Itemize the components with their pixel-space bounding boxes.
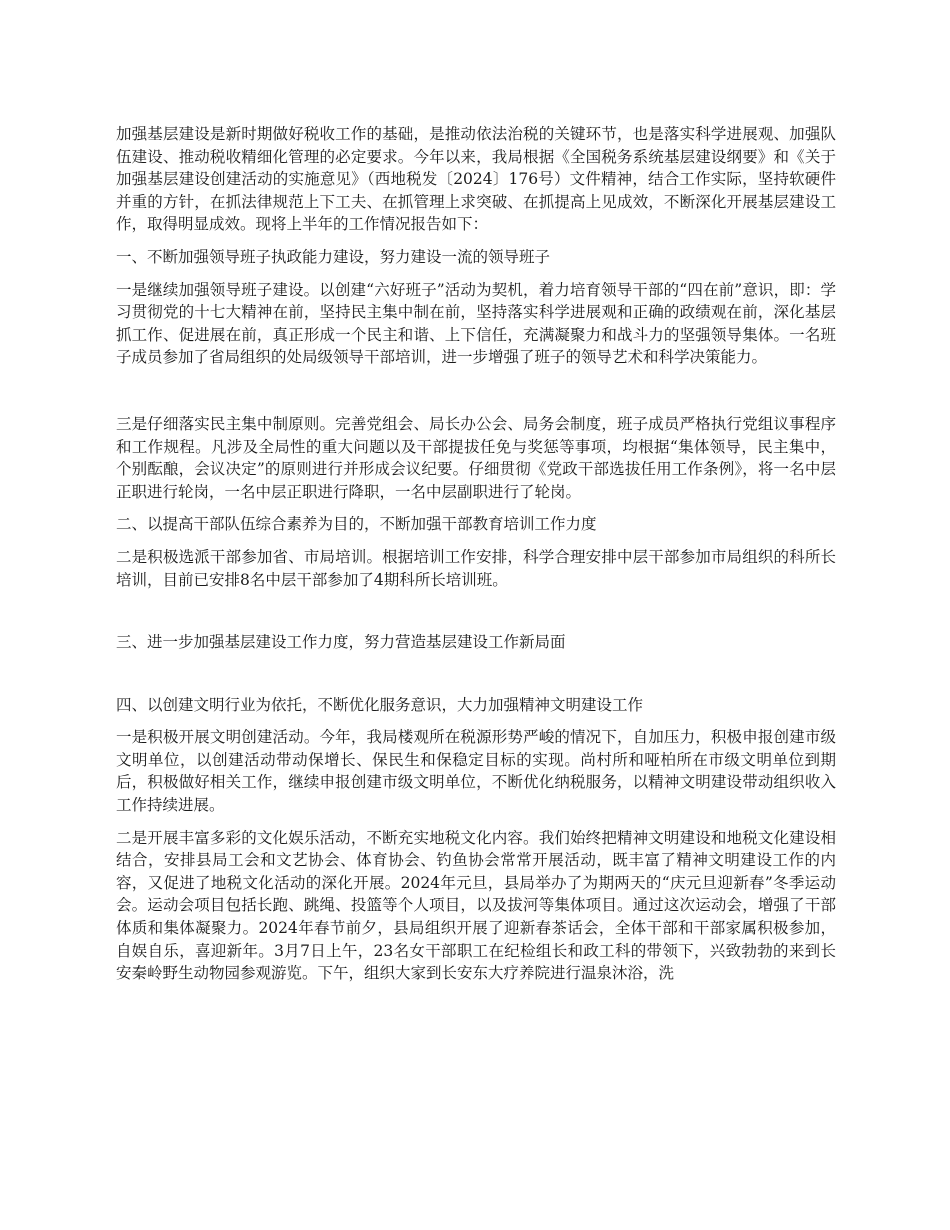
section-heading-3: 三、进一步加强基层建设工作力度，努力营造基层建设工作新局面 xyxy=(116,633,566,652)
document-body xyxy=(116,123,836,995)
body-paragraph: 二是开展丰富多彩的文化娱乐活动，不断充实地税文化内容。我们始终把精神文明建设和地税文化建设相结合，安排县局工会和文艺协会、体育协会、钓鱼协会常常开展活动，既丰富了精神文明建设工作的内容，又促进了地税文化活动的深化开展。2024年元旦，县局举办了为期两天的“庆元旦迎新春”冬季运动会。运动会项目包括长跑、跳绳、投篮等个人项目，以及拔河等集体项目。通过这次运动会，增强了干部体质和集体凝聚力。2024年春节前夕，县局组织开展了迎新春茶话会，全体干部和干部家属积极参加，自娱自乐，喜迎新年。3月7日上午，23名女干部职工在纪检组长和政工科的带领下，兴致勃勃的来到长安秦岭野生动物园参观游览。下午，组织大家到长安东大疗养院进行温泉沐浴，洗 xyxy=(116,828,836,983)
body-paragraph: 三是仔细落实民主集中制原则。完善党组会、局长办公会、局务会制度，班子成员严格执行党组议事程序和工作规程。凡涉及全局性的重大问题以及干部提拔任免与奖惩等事项，均根据“集体领导，民主集中，个别酝酿，会议决定”的原则进行并形成会议纪要。仔细贯彻《党政干部选拔任用工作条例》，将一名中层正职进行轮岗，一名中层正职进行降职，一名中层副职进行了轮岗。 xyxy=(116,414,836,501)
section-heading-4: 四、以创建文明行业为依托，不断优化服务意识，大力加强精神文明建设工作 xyxy=(116,695,644,714)
blank-spacer xyxy=(116,664,836,694)
body-paragraph: 二是积极选派干部参加省、市局培训。根据培训工作安排，科学合理安排中层干部参加市局组织的科所长培训，目前已安排8名中层干部参加了4期科所长培训班。 xyxy=(116,547,836,589)
intro-paragraph: 加强基层建设是新时期做好税收工作的基础，是推动依法治税的关键环节，也是落实科学进展观、加强队伍建设、推动税收精细化管理的必定要求。今年以来，我局根据《全国税务系统基层建设纲要》和《关于加强基层建设创建活动的实施意见》（西地税发〔2024〕176号）文件精神，结合工作实际，坚持软硬件并重的方针，在抓法律规范上下工夫、在抓管理上求突破、在抓提高上见成效，不断深化开展基层建设工作，取得明显成效。现将上半年的工作情况报告如下： xyxy=(116,125,836,234)
body-paragraph: 一是积极开展文明创建活动。今年，我局楼观所在税源形势严峻的情况下，自加压力，积极申报创建市级文明单位，以创建活动带动保增长、保民生和保稳定目标的实现。尚村所和哑柏所在市级文明单位到期后，积极做好相关工作，继续申报创建市级文明单位，不断优化纳税服务，以精神文明建设带动组织收入工作持续进展。 xyxy=(116,728,836,815)
body-paragraph: 一是继续加强领导班子建设。以创建“六好班子”活动为契机，着力培育领导干部的“四在前”意识，即：学习贯彻党的十七大精神在前，坚持民主集中制在前，坚持落实科学进展观和正确的政绩观在前，深化基层抓工作、促进展在前，真正形成一个民主和谐、上下信任，充满凝聚力和战斗力的坚强领导集体。一名班子成员参加了省局组织的处局级领导干部培训，进一步增强了班子的领导艺术和科学决策能力。 xyxy=(116,280,836,367)
blank-spacer xyxy=(116,601,836,631)
section-heading-2: 二、以提高干部队伍综合素养为目的，不断加强干部教育培训工作力度 xyxy=(116,515,597,534)
blank-spacer xyxy=(116,379,836,413)
section-heading-1: 一、不断加强领导班子执政能力建设，努力建设一流的领导班子 xyxy=(116,247,551,266)
